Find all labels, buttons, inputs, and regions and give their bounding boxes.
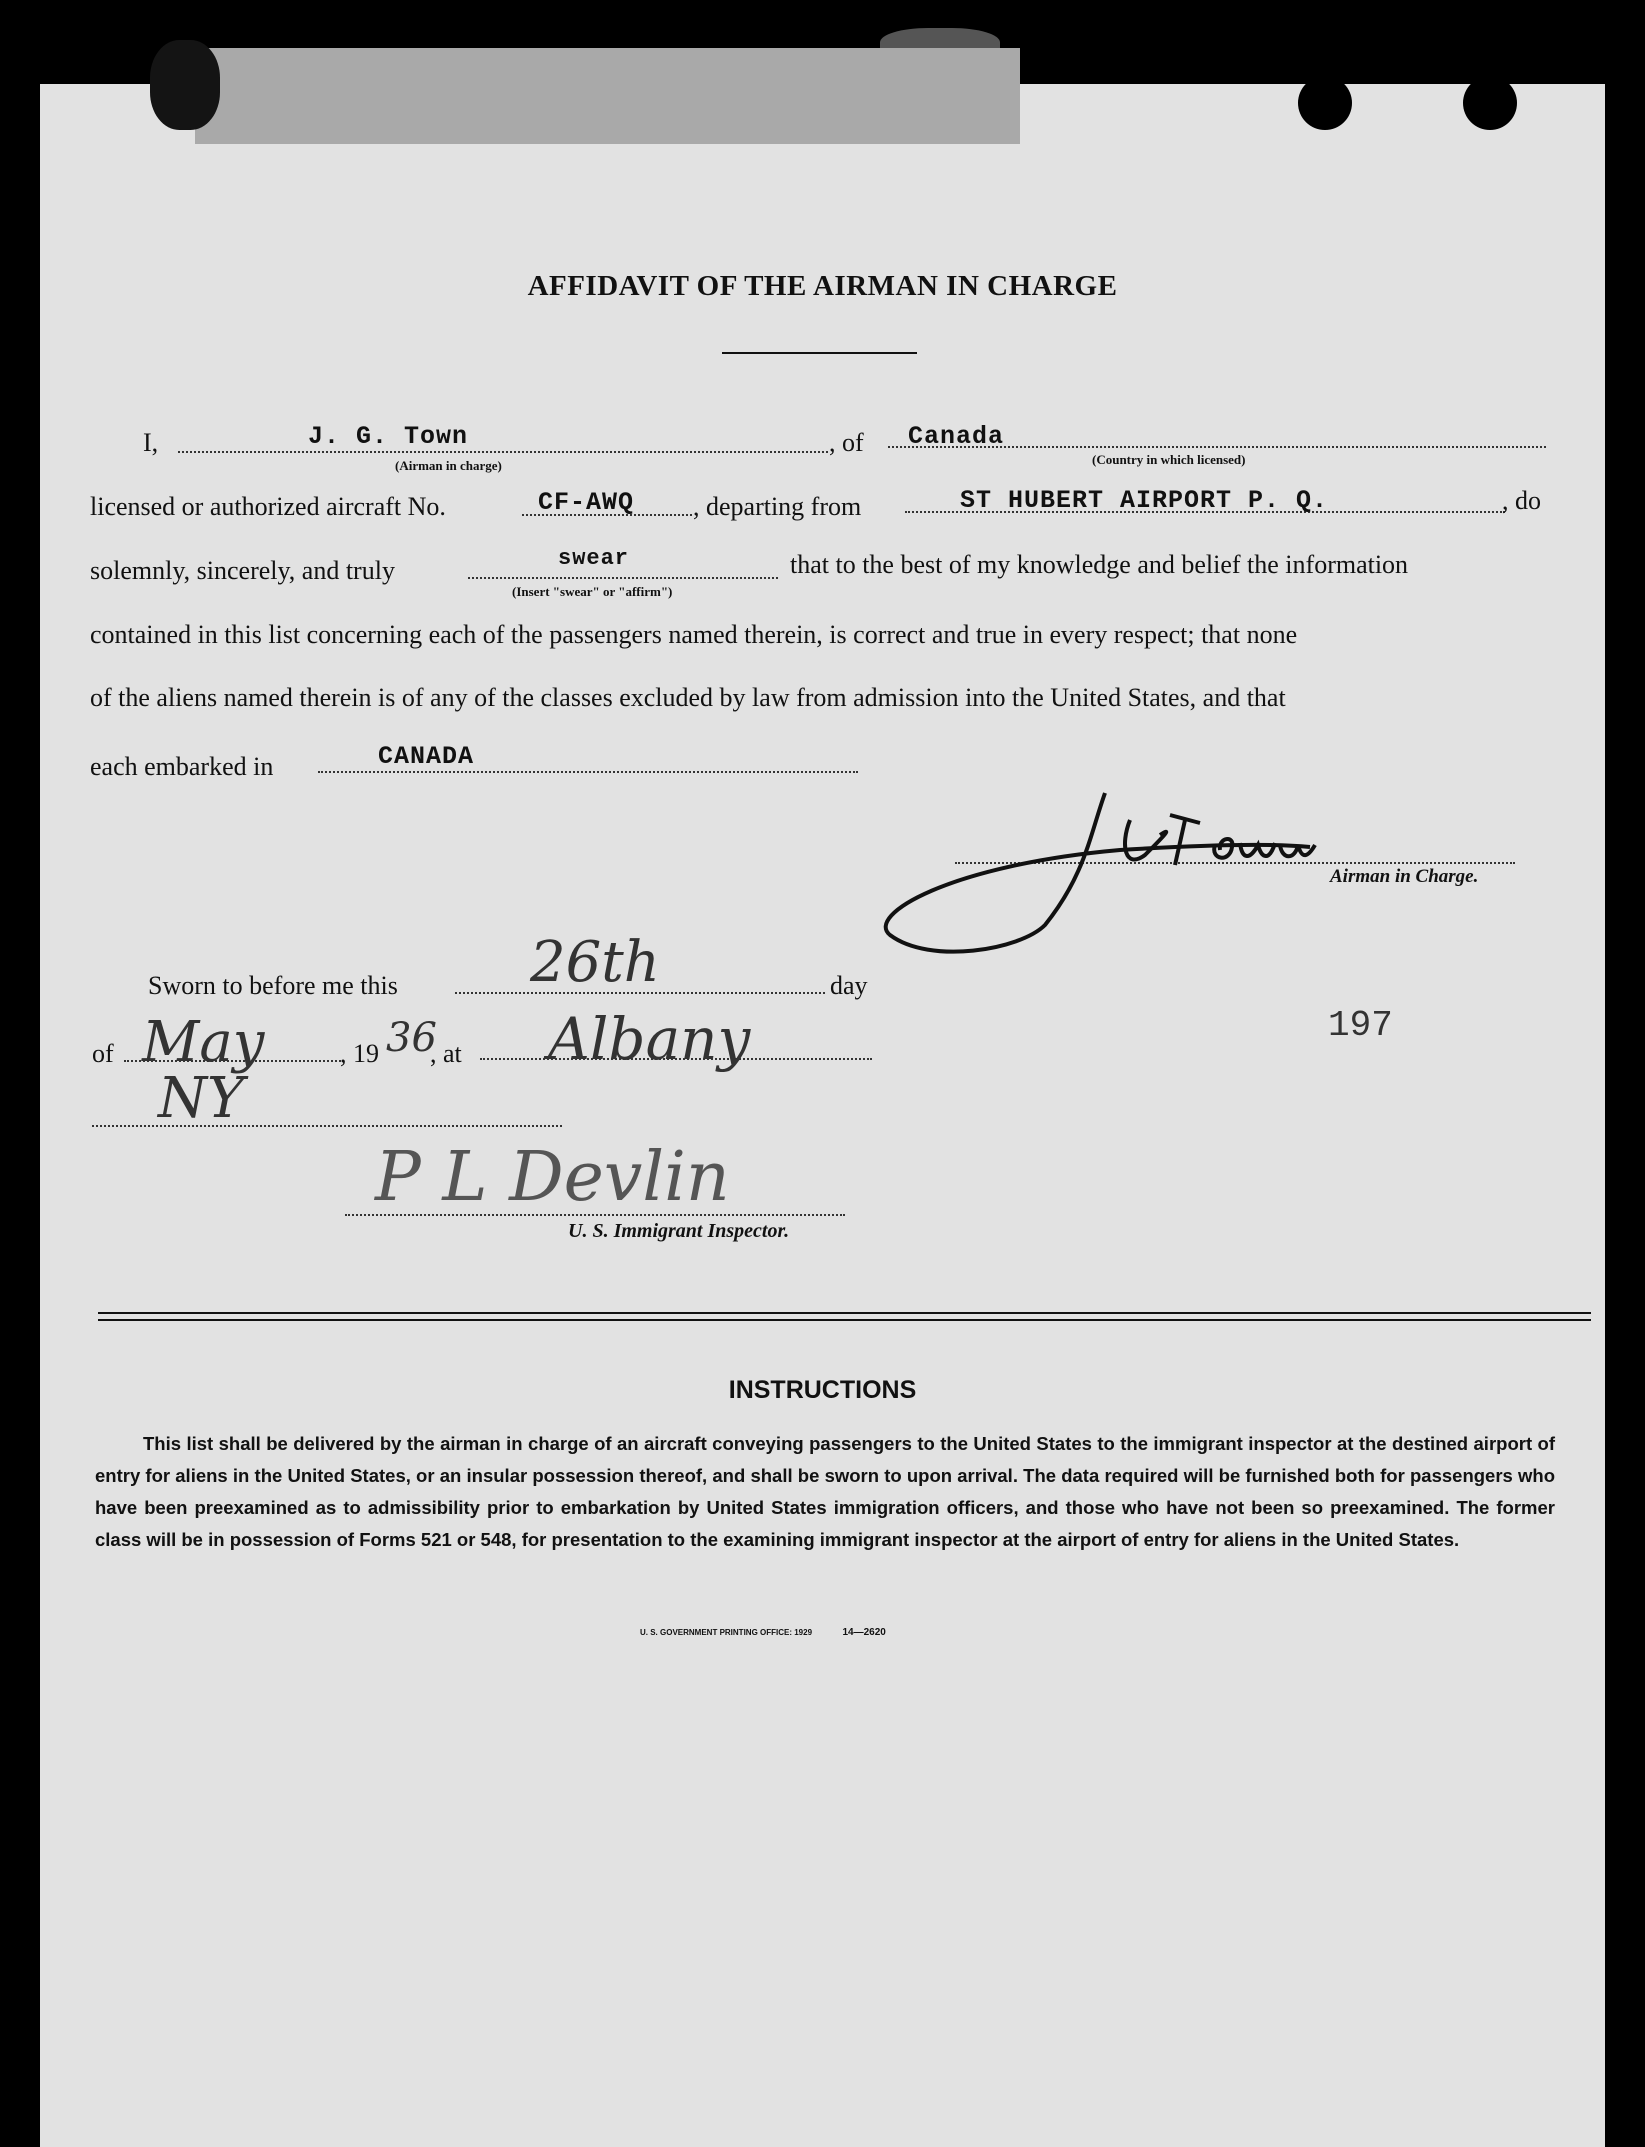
swear-value: swear xyxy=(558,546,630,571)
statement-line-5: of the aliens named therein is of any of the classes excluded by law from admission into the United States, and that xyxy=(90,683,1286,712)
airman-name-value: J. G. Town xyxy=(308,422,469,451)
sworn-day-label: day xyxy=(830,971,868,1000)
instructions-title: INSTRUCTIONS xyxy=(728,1376,917,1404)
printer-imprint xyxy=(640,1627,886,1638)
do-label: , do xyxy=(1502,486,1541,515)
tape-strip xyxy=(195,48,1020,144)
country-caption: (Country in which licensed) xyxy=(1092,452,1246,467)
sworn-year-prefix: , 19 xyxy=(340,1039,379,1068)
departing-label: , departing from xyxy=(693,492,862,521)
title-underline xyxy=(722,352,917,354)
sworn-month-value: May xyxy=(142,1010,265,1075)
separator-top xyxy=(98,1312,1591,1314)
swear-field-line xyxy=(468,577,778,579)
airman-field-line xyxy=(178,451,828,453)
sworn-year-value: 36 xyxy=(386,1015,437,1061)
airman-signature xyxy=(870,765,1430,965)
airman-signature-caption: Airman in Charge. xyxy=(1330,866,1479,887)
aircraft-number-value: CF-AWQ xyxy=(538,488,635,517)
sworn-day-value: 26th xyxy=(530,930,660,995)
inspector-caption: U. S. Immigrant Inspector. xyxy=(568,1220,790,1242)
tape-end-mark xyxy=(150,40,220,130)
instructions-text: This list shall be delivered by the airman in charge of an aircraft conveying passengers to the United States to the immigrant inspector at the destined airport of entry for aliens in the United States, or an insular possession thereof, and shall be sworn to upon arrival. The data required will be furnished both for passengers who have been preexamined as to admissibility prior to embarkation by United States immigration officers, and those who have not been so preexamined. The former class will be in possession of Forms 521 or 548, for presentation to the examining immigrant inspector at the airport of entry for aliens in the United States. xyxy=(95,1433,1555,1550)
departing-value: ST HUBERT AIRPORT P. Q. xyxy=(960,486,1329,515)
separator-bottom xyxy=(98,1319,1591,1321)
embarked-field-line xyxy=(318,771,858,773)
printer-name: U. S. GOVERNMENT PRINTING OFFICE: 1929 xyxy=(640,1628,813,1637)
line1-of-label: , of xyxy=(829,428,864,457)
punch-hole-right xyxy=(1463,76,1517,130)
sworn-of-label: of xyxy=(92,1039,114,1068)
sworn-label: Sworn to before me this xyxy=(148,971,398,1000)
line3-rest: that to the best of my knowledge and belief the information xyxy=(790,550,1409,579)
embarked-value: CANADA xyxy=(378,742,475,771)
country-value: Canada xyxy=(908,422,1005,451)
form-number: 14—2620 xyxy=(842,1627,886,1638)
swear-caption: (Insert "swear" or "affirm") xyxy=(512,584,673,599)
inspector-signature: P L Devlin xyxy=(375,1138,730,1217)
sworn-at-label: , at xyxy=(430,1039,462,1068)
punch-hole-left xyxy=(1298,76,1352,130)
airman-caption: (Airman in charge) xyxy=(395,458,502,473)
line1-prefix: I, xyxy=(143,428,159,457)
page-title: AFFIDAVIT OF THE AIRMAN IN CHARGE xyxy=(527,270,1118,302)
embarked-label: each embarked in xyxy=(90,752,274,781)
solemnly-label: solemnly, sincerely, and truly xyxy=(90,556,395,585)
document-sheet xyxy=(40,84,1605,2147)
sworn-place-value: Albany xyxy=(548,1005,751,1073)
sworn-place-line2: NY xyxy=(158,1066,244,1131)
statement-line-4: contained in this list concerning each of the passengers named therein, is correct and true in every respect; that none xyxy=(90,620,1298,649)
year-stamp: 197 xyxy=(1328,1005,1393,1046)
inspector-signature-line xyxy=(345,1214,845,1216)
aircraft-label: licensed or authorized aircraft No. xyxy=(90,492,446,521)
